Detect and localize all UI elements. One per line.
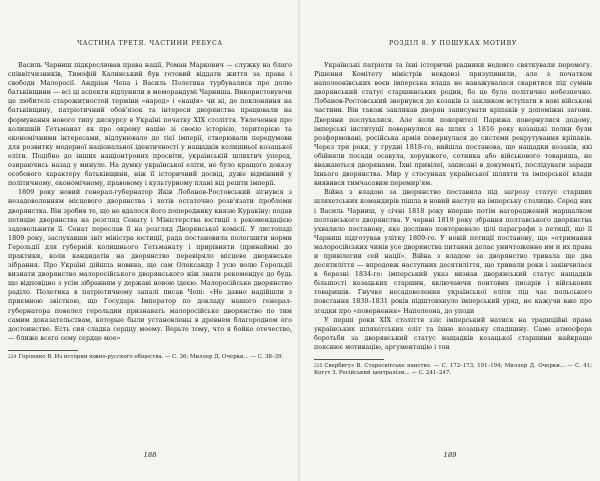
left-footnote [8,354,292,361]
left-body-text [8,61,292,343]
page-number-left: 188 [143,451,157,459]
right-body-text [314,61,592,352]
footnote-number: 225 [314,364,323,369]
page-number-right: 189 [443,451,457,459]
running-header-right: РОЗДІЛ 8. У ПОШУКАХ МОТИВУ [388,40,517,47]
footnote-text: Свербигуз В. Старосвітське панство. — С. 172–173, 191–194; Миллер Д. Очерки... — С. 41; Когут З. Російський централізм... — С. 241–247. [314,363,592,377]
footnote-rule [8,350,78,351]
footnote-rule [314,359,384,360]
footnote-number: 224 [8,354,17,360]
left-paragraph-1: Василь Чарниш підкреслював права нації, Роман Маркович — служку на благо співвітчизників, Тимофій Калинський був готовий віддати життя за права і свободи Малоросії. Андріан Чепа і Василь Полетика турбувалися про долю батьківщини — всі ці аспекти відлунили в меморандумі Чарниша. Використовуючи це любителі старожитностей терміни «народ» і «нація» чи ні, де поклоняння на батьківщину, патріотичний обов'язок та інтереси дворянства працювали на формування нового типу дискурсу в Україні початку XIX століття. Увлечення про колишній Гетьманат як про окрему націю зі своєю історією, територією та економічними інтересами, відлунювало до тієї імперії, створювали передумови для розвитку модерної національної ідентичності у нащадків колишньої козацької еліти. Подібно до інших нащіонтроних просвіти, українській шляхтич уперед, озираючись назад у минуле. На думку української еліти, не було кращого доказу особового характеру батьківщини, ніж її історичний досвід, дуже відмінний у політичному, економічному, правовому і культурному плані від решти імперії. [8,61,292,188]
footnote-text: Горленко В. Из истории южно-русского общества. — С. 36; Миллер Д. Очерки... — С. 38–39. [18,353,284,360]
running-header-left: ЧАСТИНА ТРЕТЯ. ЧАСТИНИ РЕБУСА [77,40,223,47]
right-footnote [314,363,592,378]
left-paragraph-2: 1809 року новий генерал-губернатор Яків Лобанов-Ростовський зігнувся з незадоволенням місцевого дворянства і хотів остаточно розв'язати проблеми дворянства. Він зробив те, що не вдалося його попереднику князю Куракіну: подав петицію дворянства на розгляд Сенату і Міністерства юстиції з рекомендацією задовольнити її. Сенат переслав її на розгляд Дворянської комісії. У листопаді 1809 року, заслухавши звіт міністра юстиції, рада постановила полегшити норми Герольдії для губерній колишнього Гетьманату і прирівняти (принаймні до практики, коли кандидатів на дворянство перевіряло місцеве дворянське зібрання. Про Україні дійшла новина, що сам Олександр I усю волю Герольдії визнати дворянство малоросійського дворянського ніж знати рекомендує до будь що відповідно з усім зібранням у державі новою ідеєю. Малоросійське дворянство раділо. Полетика в патріотичному запалі писав Чепі: «Не давно надійшли з приємною звісткою, що Государь Імператор по докладу нашого генерал-губернатора повелел герольдии признавать малоросійське дворянство по тим самим доказательствам, которые были установлены в древнем благородном его достоинстве. Есть сия сладка сердцу моему. Верьте тому, что я бойко отечество, — ближе всего сему сердце мое» [8,188,292,342]
right-paragraph-1: Українські патріоти та їхні історичні радники недовго святкували перемогу. Рішення Комітету міністрів невдовзі призупинили, але з початком наполеонівських воєн імперська влада не наважувалася сваритися під сумнів дворянський статус старшинських родин, бо це було політично небезпечно. Лобанов-Ростовський звернувся до козаків із закликом вступати в нові військові частини. Він також закликав дворян записувати кріпаків у допоміжні загони. Дворяни послухалися. Але коли покорителі Парижа повернулися додому, імперські інституції повернулися на шлях з 1816 року козацькі полки були розформовані, російська армія повернулася до системи рекрутування кріпаків. Через три роки, у грудні 1818-го, вийшла постанова, що нащадки козаків, які обійняли посади осавула, хорунжого, сотника або військового товариша, не вважаються дворянами. Їхні привілеї, записані в документі, послідувати заради їхнього дворянства. Мир у стосунках української шляхти та імперської влади виявився тимчасовим перемир'ям. [314,61,592,188]
right-page [300,0,600,481]
right-paragraph-3: У перші роки XIX століття ззіс імперський натиск на традиційні права українських шляхетських еліт та їхню козацьку спадщину. Саме атмосфера боротьби за дворянський статус нащадків козацької старшини найкраще пояснює мотивацію, аргументацію і тон [314,315,592,351]
right-paragraph-2: Війна з владою за дворянство поставила під загрозу статус старших шляхетських командирів пішла в новий наступ на імперську столицю. Серед них і Василь Чарниш, у січні 1818 року вперше потім нагороджений маршалком полтавського дворянства. У червні 1819 року збрання полтавського дворянства ухвалило постанову, яке дослівно повторювало цілі параграфи з петиції, що її Чарниш підготував улітку 1809-го. У новій петиції постанову, що «отримання малоросійських чинів усе дворянства питання делає уничтоженне им и их права и привілегии сей нації». Війна з владою за дворянство тривала ще два десятиліття — впродовж наступних десятиліття, що тривали роки і закінчилася в березні 1834-го: імперський указ визнав дворянський статус нащадків більшості козацьких старшин, включаючи понтових писарів і військових товаришів. Гнучке несадоволення української еліти під час польського повстання 1830–1831 років підштовхнуло імперський уряд, не кажучи вже про згадки про «повернення» Наполеона, до уподи [314,188,592,315]
